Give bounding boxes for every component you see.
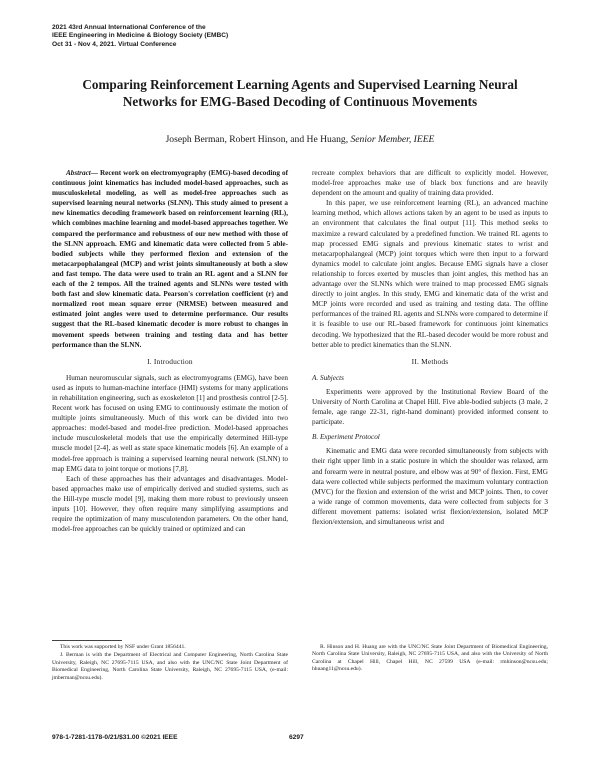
subjects-paragraph: Experiments were approved by the Institutional Review Board of the University of North Carolina at Chapel Hill. Five able-bodied subjects (3 male, 2 female, age range 22-31, right-hand dominant) provided informed consent to participate. bbox=[312, 387, 548, 427]
footnotes-left bbox=[52, 644, 288, 683]
abstract-dash: — bbox=[90, 169, 100, 177]
abstract bbox=[52, 168, 288, 350]
intro-paragraph-1: Human neuromuscular signals, such as electromyograms (EMG), have been used as inputs to human-machine interface (HMI) systems for many applications in rehabilitation engineering, such as exoskeleton [1] and prosthesis control [2-5]. Recent work has focused on using EMG to continuously estimate the motion of multiple joints simultaneously. Much of this work can be divided into two approaches: model-based and model-free prediction. Model-based approaches include musculoskeletal models that use the empirically determined Hill-type muscle model [2-4], as well as state space kinematic models [6]. An example of a model-free approach is training a supervised learning neural network (SLNN) to map EMG data to joint torque or motions [7,8]. bbox=[52, 373, 288, 473]
right-paragraph-1: recreate complex behaviors that are difficult to explicitly model. However, model-free approaches make use of black box functions and are heavily dependent on the amount and quality of training data provided. bbox=[312, 169, 548, 198]
paper-title: Comparing Reinforcement Learning Agents and Supervised Learning Neural Networks for EMG-Based Decoding of Continuous Movements bbox=[82, 77, 518, 109]
right-column bbox=[312, 168, 548, 527]
abstract-label: Abstract bbox=[66, 169, 91, 177]
subsection-heading-protocol: B. Experiment Protocol bbox=[312, 433, 380, 442]
conference-line-2: IEEE Engineering in Medicine & Biology Society (EMBC) bbox=[52, 32, 229, 40]
intro-paragraph-2: Each of these approaches has their advantages and disadvantages. Model-based approaches make use of empirically derived and studied systems, such as the Hill-type muscle model [9], making them more robust to previously unseen inputs [10]. However, they often require many simplifying assumptions and require the optimization of many musculotendon parameters. On the other hand, model-free approaches can be quickly trained or optimized and can bbox=[52, 474, 288, 534]
conference-line-3: Oct 31 - Nov 4, 2021. Virtual Conference bbox=[52, 40, 177, 48]
footnote-rule-left bbox=[52, 640, 122, 641]
section-heading-introduction: I. Introduction bbox=[147, 356, 193, 366]
author-names: Joseph Berman, Robert Hinson, and He Huang, bbox=[165, 134, 351, 145]
left-column bbox=[52, 168, 288, 534]
footnotes-right bbox=[312, 644, 548, 675]
abstract-text: Recent work on electromyography (EMG)-based decoding of continuous joint kinematics has included model-based approaches, such as musculoskeletal modeling, as well as model-free approaches such as supervised learning neural networks (SLNN). This study aimed to present a new kinematics decoding framework based on reinforcement learning (RL), which combines machine learning and model-based approaches together. We compared the performance and robustness of our new method with those of the SLNN approach. EMG and kinematic data were collected from 5 able-bodied subjects while they performed flexion and extension of the metacarpophalangeal (MCP) and wrist joints simultaneously at both a slow and fast tempo. The data were used to train an RL agent and a SLNN for each of the 2 tempos. All the trained agents and SLNNs were tested with both fast and slow kinematic data. Pearson's correlation coefficient (r) and normalized root mean square error (NRMSE) between measured and estimated joint angles were used to determine performance. Our results suggest that the RL-based kinematic decoder is more robust to changes in movement speeds between training and testing data and has better performance than the SLNN. bbox=[52, 169, 288, 349]
author-membership: Senior Member, IEEE bbox=[350, 134, 435, 145]
footer-copyright: 978-1-7281-1178-0/21/$31.00 ©2021 IEEE bbox=[52, 734, 178, 741]
protocol-paragraph: Kinematic and EMG data were recorded simultaneously from subjects with their right upper limb in a static posture in which the shoulder was relaxed, arm and forearm were in neutral posture, and elbow was at 90° of flexion. First, EMG data were collected while subjects performed the maximum voluntary contraction (MVC) for the flexion and extension of the wrist and MCP joints. Then, to cover a wide range of common movements, data were collected from subjects for 3 different movement patterns: isolated wrist flexion/extension, isolated MCP flexion/extension, and simultaneous wrist and bbox=[312, 447, 548, 526]
footnote-author-berman: J. Berman is with the Department of Electrical and Computer Engineering, North Carolina State University, Raleigh, NC 27695-7115 USA, and also with the UNC/NC State Joint Department of Biomedical Engineering, North Carolina State University, Raleigh, NC 27695-7115 USA, (e-mail: jmberman@ncsu.edu). bbox=[52, 652, 288, 681]
section-heading-methods: II. Methods bbox=[411, 356, 449, 366]
conference-line-1: 2021 43rd Annual International Conference of the bbox=[52, 24, 206, 31]
footnote-funding: This work was supported by NSF under Grant 1856441. bbox=[60, 644, 186, 650]
footnote-authors-hinson-huang: R. Hinson and H. Huang are with the UNC/NC State Joint Department of Biomedical Engineering, North Carolina State University, Raleigh, NC 27695-7115 USA, and also with the University of North Carolina at Chapel Hill, Chapel Hill, NC 27599 USA (e-mail: rmhinson@ncsu.edu; hhuang11@ncsu.edu). bbox=[312, 644, 548, 673]
right-paragraph-2: In this paper, we use reinforcement learning (RL), an advanced machine learning method, which allows actions taken by an agent to be used as inputs to an environment that calculates the final output [11]. This method seeks to maximize a reward calculated by a predefined function. We trained RL agents to map processed EMG signals and previous kinematic states to wrist and metacarpophalangeal (MCP) joint torques which were then input to a forward dynamics model to calculate joint angles. Because EMG signals have a closer relationship to forces exerted by muscles than joint angles, this method has an advantage over the SLNNs which were trained to map processed EMG signals directly to joint angles. In this study, EMG and kinematic data of the wrist and MCP joints were recorded and used as training and testing data. The offline performances of the trained RL agents and SLNNs were compared to determine if it is feasible to use our RL-based framework for continuous joint kinematics decoding. We hypothesized that the RL-based decoder would be more robust and better able to predict kinematics than the SLNN. bbox=[312, 199, 548, 349]
author-line bbox=[0, 134, 600, 146]
subsection-heading-subjects: A. Subjects bbox=[312, 373, 344, 382]
conference-header bbox=[52, 24, 228, 49]
footer-page-number: 6297 bbox=[289, 734, 304, 741]
